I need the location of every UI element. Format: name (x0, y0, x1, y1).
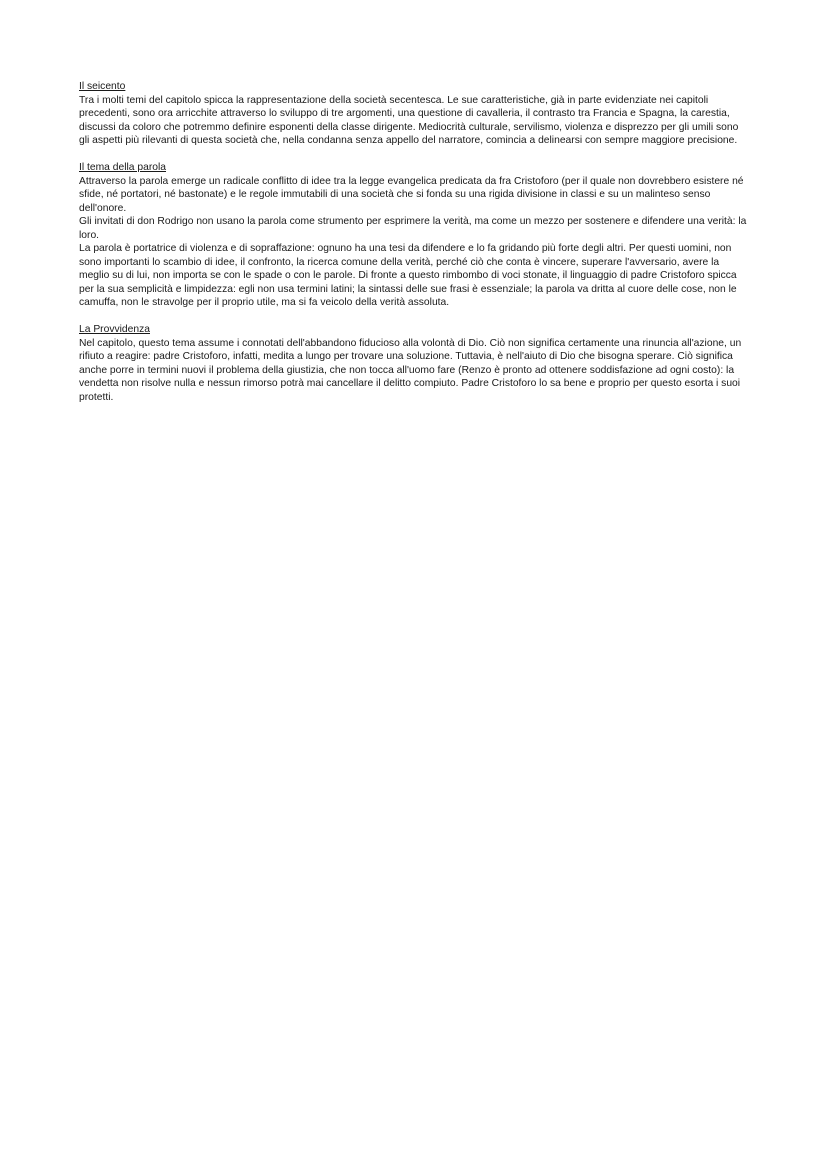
section-tema-parola (79, 161, 751, 310)
section-heading: La Provvidenza (79, 324, 150, 335)
section-paragraph: Gli invitati di don Rodrigo non usano la parola come strumento per esprimere la verità, ma come un mezzo per sostenere e difendere una verità: la loro. (79, 216, 747, 241)
section-seicento (79, 80, 751, 148)
section-heading: Il tema della parola (79, 162, 167, 173)
section-provvidenza (79, 323, 751, 404)
section-heading: Il seicento (79, 81, 126, 92)
section-paragraph: Attraverso la parola emerge un radicale conflitto di idee tra la legge evangelica predicata da fra Cristoforo (per il quale non dovrebbero esistere né sfide, né portatori, né bastonate) e le regole immutabili di una società che si fonda su una rigida divisione in classi e su un malinteso senso dell'onore. (79, 175, 744, 214)
section-paragraph: La parola è portatrice di violenza e di sopraffazione: ognuno ha una tesi da difendere e lo fa gridando più forte degli altri. Per questi uomini, non sono importanti lo scambio di idee, il confronto, la ricerca comune della verità, perché ciò che conta è vincere, superare l'avversario, avere la meglio su di lui, non importa se con le spade o con le parole. Di fronte a questo rimbombo di voci stonate, il linguaggio di padre Cristoforo spicca per la sua semplicità e limpidezza: egli non usa termini latini; la sintassi delle sue frasi è essenziale; la parola va dritta al cuore delle cose, non le camuffa, non le stravolge per il proprio utile, ma si fa veicolo della verità assoluta. (79, 243, 737, 308)
section-paragraph: Nel capitolo, questo tema assume i connotati dell'abbandono fiducioso alla volontà di Dio. Ciò non significa certamente una rinuncia all'azione, un rifiuto a reagire: padre Cristoforo, infatti, medita a lungo per trovare una soluzione. Tuttavia, è nell'aiuto di Dio che bisogna sperare. Ciò significa anche porre in termini nuovi il problema della giustizia, che non tocca all'uomo fare (Renzo è pronto ad ottenere soddisfazione ad ogni costo): la vendetta non risolve nulla e nessun rimorso potrà mai cancellare il delitto compiuto. Padre Cristoforo lo sa bene e proprio per questo esorta i suoi protetti. (79, 337, 742, 403)
document-page (79, 80, 751, 418)
section-paragraph: Tra i molti temi del capitolo spicca la rappresentazione della società secentesca. Le sue caratteristiche, già in parte evidenziate nei capitoli precedenti, sono ora arricchite attraverso lo sviluppo di tre argomenti, una questione di cavalleria, il contrasto tra Francia e Spagna, la carestia, discussi da coloro che potremmo definire esponenti della classe dirigente. Mediocrità culturale, servilismo, violenza e disprezzo per gli umili sono gli aspetti più rilevanti di questa società che, nella condanna senza appello del narratore, comincia a delinearsi con sempre maggiore precisione. (79, 94, 739, 146)
